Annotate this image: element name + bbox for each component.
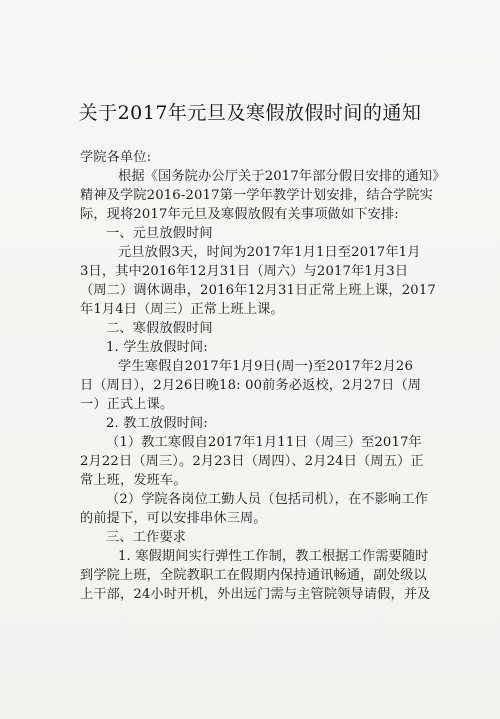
paragraph-line: 元旦放假3天，时间为2017年1月1日至2017年1月 xyxy=(118,245,421,260)
document-title: 关于2017年元旦及寒假放假时间的通知 xyxy=(78,102,422,124)
paragraph-line: 精神及学院2016-2017第一学年教学计划安排，结合学院实 xyxy=(80,188,434,203)
section-heading: 二、寒假放假时间 xyxy=(106,321,213,336)
paragraph-line: 日（周日），2月26日晚18: 00前务必返校，2月27日（周 xyxy=(80,378,422,393)
paragraph-line: （2）学院各岗位工勤人员（包括司机），在不影响工作 xyxy=(106,492,429,507)
paragraph-line: 1. 寒假期间实行弹性工作制，教工根据工作需要随时 xyxy=(118,549,429,564)
paragraph-line: 根据《国务院办公厅关于2017年部分假日安排的通知》 xyxy=(118,169,446,184)
paragraph-line: 到学院上班，全院教职工在假期内保持通讯畅通，副处级以 xyxy=(80,568,427,583)
paragraph-line: 3日，其中2016年12月31日（周六）与2017年1月3日 xyxy=(80,264,409,279)
paragraph-line: （1）教工寒假自2017年1月11日（周三）至2017年 xyxy=(106,435,422,450)
subsection-heading: 2. 教工放假时间: xyxy=(106,416,208,431)
paragraph-line: （周二）调休调串，2016年12月31日正常上班上课，2017 xyxy=(80,283,436,298)
document-body xyxy=(80,148,446,604)
paragraph-line: 上干部，24小时开机，外出远门需与主管院领导请假，并及 xyxy=(80,587,431,602)
paragraph-line: 一）正式上课。 xyxy=(80,397,174,412)
paragraph-line: 常上班，发班车。 xyxy=(80,473,187,488)
subsection-heading: 1. 学生放假时间: xyxy=(106,340,208,355)
section-heading: 一、元旦放假时间 xyxy=(106,226,213,241)
paragraph-line: 年1月4日（周三）正常上班上课。 xyxy=(80,302,284,317)
section-heading: 三、工作要求 xyxy=(106,530,187,545)
paragraph-line: 的前提下，可以安排串休三周。 xyxy=(80,511,267,526)
paragraph-line: 学生寒假自2017年1月9日(周一)至2017年2月26 xyxy=(118,359,413,374)
salutation-line: 学院各单位: xyxy=(80,150,152,165)
paragraph-line: 2月22日（周三）。2月23日（周四）、2月24日（周五）正 xyxy=(80,454,424,469)
paragraph-line: 际，现将2017年元旦及寒假放假有关事项做如下安排: xyxy=(80,207,399,222)
